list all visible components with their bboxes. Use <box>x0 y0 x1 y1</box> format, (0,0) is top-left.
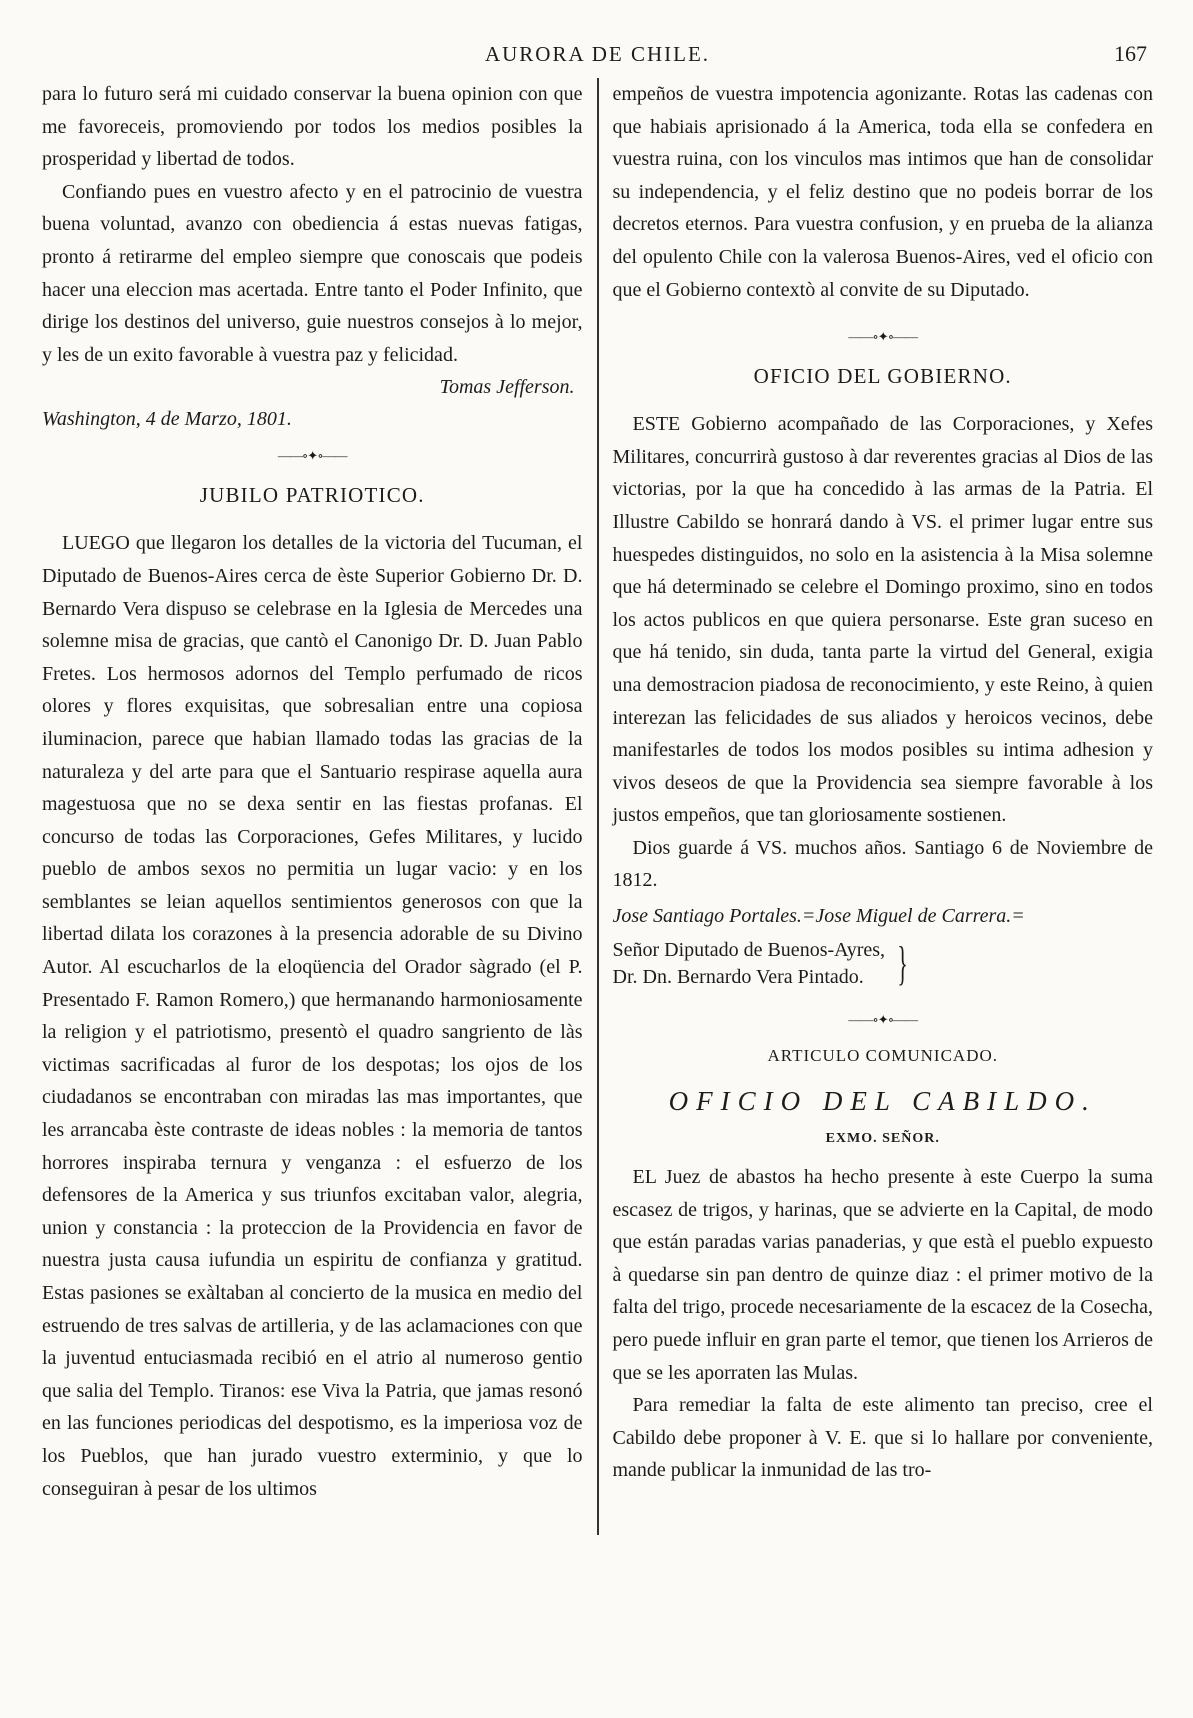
addressee-line: Dr. Dn. Bernardo Vera Pintado. <box>612 966 864 989</box>
paragraph: Para remediar la falta de este alimento tan preciso, cree el Cabildo debe proponer à V. E. que si lo hallare por conveniente, mande publicar la inmunidad de las tro- <box>612 1394 1153 1482</box>
ornament-divider: ——∘✦∘—— <box>848 1012 918 1028</box>
place-date: Washington, 4 de Marzo, 1801. <box>42 408 292 431</box>
paragraph: Confiando pues en vuestro afecto y en el patrocinio de vuestra buena voluntad, avanzo con obediencia á estas nuevas fatigas, pronto á retirarme del empleo siempre que conoscais que podeis hacer una eleccion mas acertada. Entre tanto el Poder Infinito, que dirige los destinos del universo, guie nuestros consejos à lo mejor, y les de un exito favorable à vuestra paz y felicidad. <box>42 180 583 366</box>
ornament-divider: ——∘✦∘—— <box>848 329 918 345</box>
two-column-body <box>42 78 1153 1505</box>
publication-title: AURORA DE CHILE. <box>484 42 711 66</box>
right-column <box>613 78 1154 1505</box>
addressee <box>613 937 1154 991</box>
running-head <box>42 34 1153 74</box>
salutation: EXMO. SEÑOR. <box>825 1131 940 1147</box>
article-label: ARTICULO COMUNICADO. <box>767 1046 999 1066</box>
paragraph: para lo futuro será mi cuidado conservar la buena opinion con que me favoreceis, promoviendo por todos los medios posibles la prosperidad y libertad de todos. <box>42 83 583 171</box>
paragraph: LUEGO que llegaron los detalles de la victoria del Tucuman, el Diputado de Buenos-Aires cerca de èste Superior Gobierno Dr. D. Bernardo Vera dispuso se celebrase en la Iglesia de Mercedes una solemne misa de gracias, que cantò el Canonigo Dr. D. Juan Pablo Fretes. Los hermosos adornos del Templo perfumado de ricos olores y flores exquisitas, que sobresalian entre una copiosa iluminacion, parece que habian llamado todas las gracias de la naturaleza y del arte para que el Santuario respirase aquella aura magestuosa que no se dexa sentir en las fiestas profanas. El concurso de todas las Corporaciones, Gefes Militares, y lucido pueblo de ambos sexos no permitia un lugar vacio: y en los semblantes se leian aquellos sentimientos generosos con que la libertad dilata los corazones à la presencia adorable de su Divino Autor. Al escucharlos de la eloqüencia del Orador sàgrado (el P. Presentado F. Ramon Romero,) que hermanando harmoniosamente la religion y el patriotismo, presentò el quadro sangriento de làs victimas sacrificadas al furor de los despotas; los ojos de los ciudadanos se encontraban con miradas las mas importantes, que les arrancaba èste contraste de ideas nobles : la memoria de tantos horrores inspiraba ternura y venganza : el esfuerzo de los defensores de la America y sus triunfos excitaban valor, alegria, union y constancia : la proteccion de la Providencia en favor de nuestra justa causa iufundia un espiritu de confianza y gratitud. Estas pasiones se exàltaban al concierto de la musica en medio del estruendo de tres salvas de artilleria, y de las aclamaciones con que la juventud entuciasmada recibió en el atrio al numeroso gentio que salia del Templo. Tiranos: ese Viva la Patria, que jamas resonó en las funciones periodicas del despotismo, es la imperiosa voz de los Pueblos, que han jurado vuestro exterminio, y que lo conseguiran à pesar de los ultimos <box>42 532 583 1500</box>
addressee-line: Señor Diputado de Buenos-Ayres, <box>612 939 886 962</box>
column-rule <box>597 78 599 1535</box>
paragraph: Dios guarde á VS. muchos años. Santiago 6 de Noviembre de 1812. <box>612 836 1153 892</box>
left-column <box>42 78 583 1505</box>
signatures: Jose Santiago Portales.=Jose Miguel de Carrera.= <box>612 905 1025 928</box>
brace-glyph: } <box>897 937 908 991</box>
paragraph: EL Juez de abastos ha hecho presente à este Cuerpo la suma escasez de trigos, y harinas, que se advierte en la Capital, de modo que están paradas varias panaderias, y que està el pueblo expuesto à quedarse sin pan dentro de quinze diaz : el primer motivo de la falta del trigo, procede necesariamente de la escacez de la Cosecha, pero puede influir en gran parte el temor, que tienen los Arrieros de que se les aporraten las Mulas. <box>612 1166 1153 1384</box>
section-title: OFICIO DEL GOBIERNO. <box>753 364 1012 389</box>
paragraph: empeños de vuestra impotencia agonizante. Rotas las cadenas con que habiais aprisionado á la America, toda ella se confedera en vuestra ruina, con los vinculos mas intimos que han de consolidar su independencia, y el feliz destino que no podeis borrar de los decretos eternos. Para vuestra confusion, y en prueba de la alianza del opulento Chile con la valerosa Buenos-Aires, ved el oficio con que el Gobierno contextò al convite de su Diputado. <box>612 83 1153 301</box>
page-number: 167 <box>1114 41 1147 66</box>
article-title: OFICIO DEL CABILDO. <box>668 1086 1097 1117</box>
signature: Tomas Jefferson. <box>439 376 575 399</box>
paragraph: ESTE Gobierno acompañado de las Corporaciones, y Xefes Militares, concurrirà gustoso à dar reverentes gracias al Dios de las victorias, por la que ha concedido à las armas de la Patria. El Illustre Cabildo se honrará dando à VS. el primer lugar entre sus huespedes distinguidos, no solo en la asistencia à la Misa solemne que há determinado se celebre el Domingo proximo, sino en todos los actos publicos en que quiera personarse. Este gran suceso en que há tenido, sin duda, tanta parte la virtud del General, exigia una demostracion piadosa de reconocimiento, y este Reino, à quien interezan las felicidades de sus aliados y heroicos vecinos, debe manifestarles de todos los modos posibles su intima adhesion y vivos deseos de que la Providencia sea siempre favorable à los justos empeños, que tan gloriosamente sostienen. <box>612 413 1153 827</box>
ornament-divider: ——∘✦∘—— <box>277 448 347 464</box>
section-title: JUBILO PATRIOTICO. <box>199 483 425 508</box>
